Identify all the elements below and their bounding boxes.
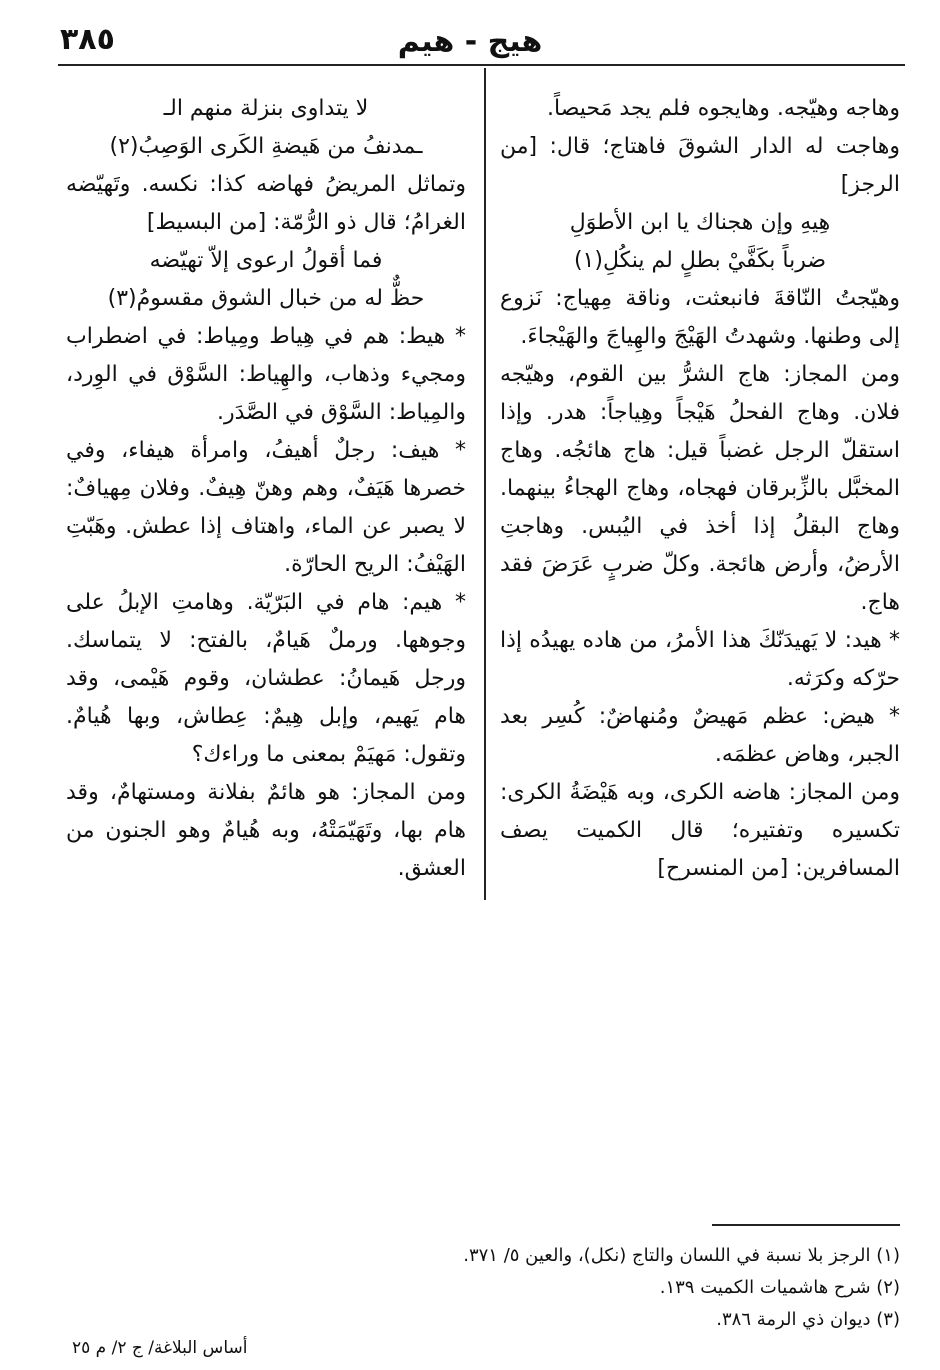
footnote: (٢) شرح هاشميات الكميت ١٣٩. xyxy=(659,1277,900,1298)
paragraph: وتماثل المريضُ فهاضه كذا: نكسه. وتَهيّضه الغرامُ؛ قال ذو الرُّمّة: [من البسيط] xyxy=(66,172,466,235)
footnotes xyxy=(300,1240,900,1336)
footnote: (١) الرجز بلا نسبة في اللسان والتاج (نكل)، والعين ٥/ ٣٧١. xyxy=(463,1245,900,1266)
paragraph: وهاجت له الدار الشوقَ فاهتاج؛ قال: [من الرجز] xyxy=(500,134,900,197)
footnote-rule xyxy=(712,1224,900,1226)
entry-hyf: * هيف: رجلٌ أهيفُ، وامرأة هيفاء، وفي خصرها هَيَفٌ، وهم وهنّ هِيفٌ. وفلان مِهيافٌ: لا يصبر عن الماء، واهتاف إذا عطش. وهَبّتِ الهَيْفُ: الريح الحارّة. xyxy=(66,438,466,577)
running-head: هيج - هيم xyxy=(397,24,543,59)
paragraph: ومن المجاز: هو هائمٌ بفلانة ومستهامٌ، وقد هام بها، وتَهَيّمَتْهُ، وبه هُيامٌ وهو الجنون من العشق. xyxy=(66,780,466,881)
entry-hyt: * هيط: هم في هِياط ومِياط: في اضطراب ومجيء وذهاب، والهِياط: السَّوْق في الوِرد، والمِياط: السَّوْق في الصَّدَر. xyxy=(66,324,466,425)
left-column xyxy=(66,90,466,888)
paragraph: ومن المجاز: هاضه الكرى، وبه هَيْضَةُ الكرى: تكسيره وتفتيره؛ قال الكميت يصف المسافرين: [من المنسرح] xyxy=(500,780,900,881)
column-divider xyxy=(484,68,486,900)
entry-hym: * هيم: هام في البَرّيّة. وهامتِ الإبلُ على وجوهها. ورملٌ هَيامٌ، بالفتح: لا يتماسك. ورجل هَيمانُ: عطشان، وقوم هَيْمى، وقد هام يَهيم، وإبل هِيمٌ: عِطاش، وبها هُيامٌ. وتقول: مَهيَمْ بمعنى ما وراءك؟ xyxy=(66,590,466,767)
paragraph: ومن المجاز: هاج الشرُّ بين القوم، وهيّجه فلان. وهاج الفحلُ هَيْجاً وهِياجاً: هدر. وإذا استقلّ الرجل غضباً قيل: هاج هائجُه. وهاج المخبَّل بالزِّبرقان فهجاه، وهاج الهجاءُ بينهما. وهاج البقلُ إذا أخذ في اليُبس. وهاجتِ الأرضُ، وأرض هائجة. وكلّ ضربٍ عَرَضَ فقد هاج. xyxy=(500,362,900,615)
entry-hyd-2: * هيض: عظم مَهيضٌ ومُنهاضٌ: كُسِر بعد الجبر، وهاض عظمَه. xyxy=(500,704,900,767)
verse-line: ـمدنفُ من هَيضةِ الكَرى الوَصِبُ(٢) xyxy=(109,134,423,159)
book-reference: أساس البلاغة/ ج ٢/ م ٢٥ xyxy=(72,1338,248,1358)
entry-hyd: * هيد: لا يَهيدَنّكَ هذا الأمرُ، من هاده يهيدُه إذا حرّكه وكرَثه. xyxy=(500,628,900,691)
paragraph: وهيّجتُ النّاقةَ فانبعثت، وناقة مِهياج: نَزوع إلى وطنها. وشهدتُ الهَيْجَ والهِياجَ والهَيْجاءَ. xyxy=(500,286,900,349)
verse-line: حظٌّ له من خبال الشوق مقسومُ(٣) xyxy=(107,286,425,311)
footnote: (٣) ديوان ذي الرمة ٣٨٦. xyxy=(716,1309,900,1330)
verse-line: ضرباً بكَفَّيْ بطلٍ لم ينكُلِ(١) xyxy=(573,248,827,273)
verse-line: لا يتداوى بنزلة منهم الـ xyxy=(163,96,369,121)
verse-line: هِيهِ وإن هجناك يا ابن الأطوَلِ xyxy=(569,210,831,235)
header-rule xyxy=(58,64,905,66)
verse-line: فما أقولُ ارعوى إلاّ تهيّضه xyxy=(149,248,383,273)
right-column xyxy=(500,90,900,888)
page-number: ٣٨٥ xyxy=(60,22,115,57)
paragraph: وهاجه وهيّجه. وهايجوه فلم يجد مَحيصاً. xyxy=(547,96,900,121)
